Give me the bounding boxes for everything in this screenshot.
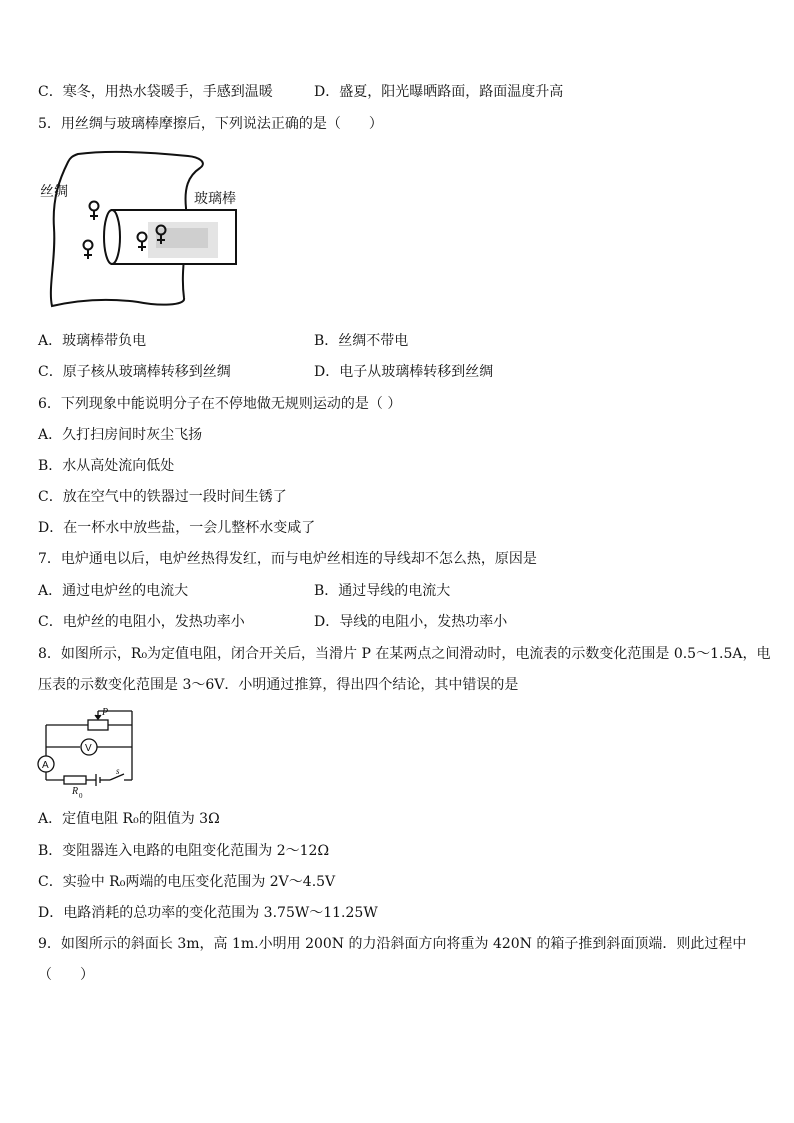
q5-option-b: B．丝绸不带电	[314, 333, 409, 349]
q4-option-d: D．盛夏，阳光曝晒路面，路面温度升高	[314, 84, 564, 100]
ammeter-label: A	[42, 760, 49, 771]
silk-label: 丝绸	[40, 183, 68, 199]
q8-circuit-diagram	[36, 704, 140, 804]
q8-option-a: A．定值电阻 R₀的阻值为 3Ω	[38, 811, 220, 827]
q6-option-d: D．在一杯水中放些盐，一会儿整杯水变咸了	[38, 520, 316, 536]
q6-stem: 6．下列现象中能说明分子在不停地做无规则运动的是（ ）	[38, 396, 402, 412]
q7-stem: 7．电炉通电以后，电炉丝热得发红，而与电炉丝相连的导线却不怎么热，原因是	[38, 551, 537, 567]
q6-option-b: B．水从高处流向低处	[38, 458, 175, 474]
resistor-r0	[64, 776, 86, 784]
q5-figure-silk-and-glass-rod	[38, 148, 238, 313]
q8-stem-line1: 8．如图所示，R₀为定值电阻，闭合开关后，当滑片 P 在某两点之间滑动时，电流表的示数变化范围是 0.5～1.5A，电	[38, 646, 771, 662]
q9-stem-line1: 9．如图所示的斜面长 3m，高 1m.小明用 200N 的力沿斜面方向将重为 420N 的箱子推到斜面顶端．则此过程中	[38, 936, 747, 952]
voltmeter-label: V	[85, 743, 92, 754]
q5-option-d: D．电子从玻璃棒转移到丝绸	[314, 364, 494, 380]
q7-option-c: C．电炉丝的电阻小，发热功率小	[38, 614, 245, 630]
q8-option-c: C．实验中 R₀两端的电压变化范围为 2V～4.5V	[38, 874, 336, 890]
switch-label: s	[116, 766, 120, 776]
q5-option-a: A．玻璃棒带负电	[38, 333, 147, 349]
q8-stem-line2: 压表的示数变化范围是 3～6V．小明通过推算，得出四个结论，其中错误的是	[38, 677, 519, 693]
q6-option-c: C．放在空气中的铁器过一段时间生锈了	[38, 489, 287, 505]
resistor-label-subscript: 0	[79, 792, 83, 800]
q9-stem-line2: （ ）	[38, 967, 94, 983]
slider-label: P	[102, 707, 109, 718]
q4-option-c: C．寒冬，用热水袋暖手，手感到温暖	[38, 84, 273, 100]
rheostat	[88, 720, 108, 730]
q8-option-d: D．电路消耗的总功率的变化范围为 3.75W～11.25W	[38, 905, 378, 921]
q7-option-b: B．通过导线的电流大	[314, 583, 451, 599]
q7-option-a: A．通过电炉丝的电流大	[38, 583, 189, 599]
q5-stem: 5．用丝绸与玻璃棒摩擦后，下列说法正确的是（ ）	[38, 116, 383, 132]
glass-rod-label: 玻璃棒	[194, 190, 236, 206]
glass-rod-end	[104, 210, 120, 264]
resistor-label: R	[72, 786, 79, 797]
q6-option-a: A．久打扫房间时灰尘飞扬	[38, 427, 203, 443]
q7-option-d: D．导线的电阻小，发热功率小	[314, 614, 508, 630]
q5-option-c: C．原子核从玻璃棒转移到丝绸	[38, 364, 231, 380]
q8-option-b: B．变阻器连入电路的电阻变化范围为 2～12Ω	[38, 843, 330, 859]
